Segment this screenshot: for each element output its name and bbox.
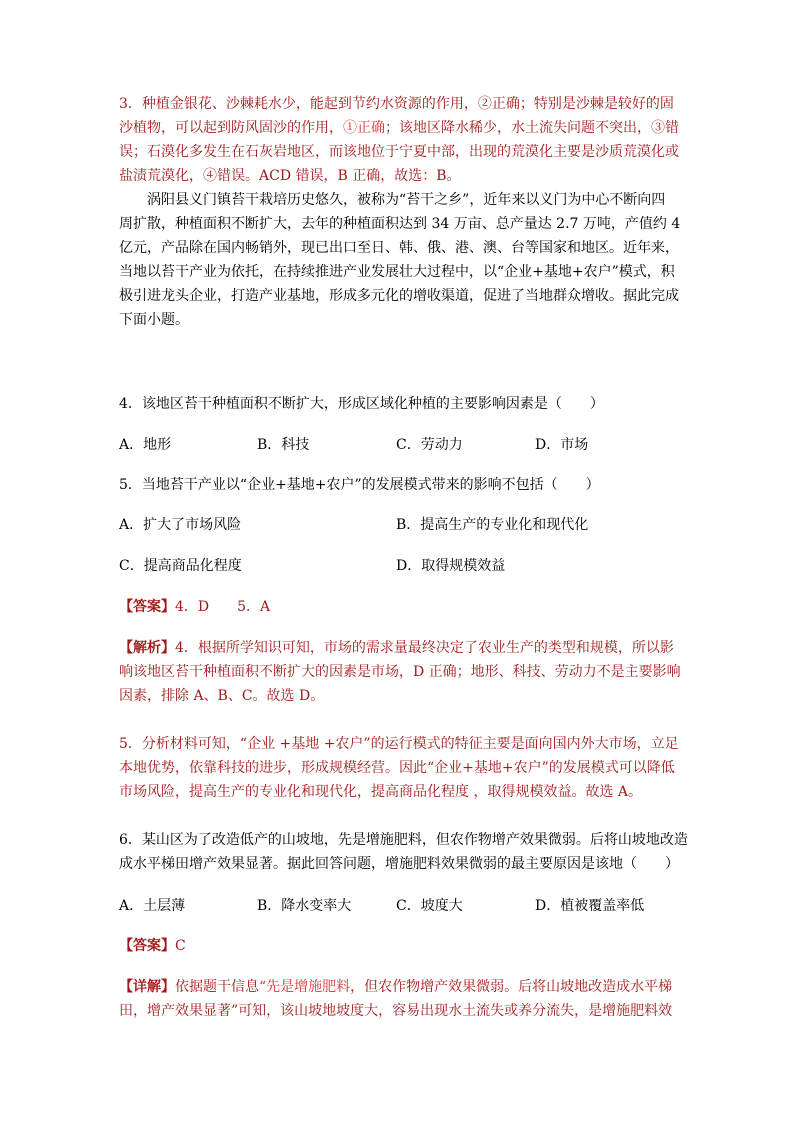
solution-q3-line-1: 3．种植金银花、沙棘耗水少，能起到节约水资源的作用，②正确；特别是沙棘是较好的固 bbox=[119, 96, 674, 112]
answer-q6: 【答案】C bbox=[119, 938, 186, 954]
material-line-6: 下面小题。 bbox=[119, 312, 189, 328]
analysis-label: 【解析】 bbox=[119, 640, 175, 656]
question-5-stem: 5．当地苔干产业以“企业+基地+农户”的发展模式带来的影响不包括（ ） bbox=[119, 477, 600, 493]
solution-q3-line-4: 盐渍荒漠化，④错误。ACD 错误，B 正确，故选：B。 bbox=[119, 168, 461, 184]
material-line-4: 当地以苔干产业为依托，在持续推进产业发展壮大过程中，以“企业+基地+农户”模式，积 bbox=[119, 264, 675, 280]
solution-q3-line-2: 沙植物，可以起到防风固沙的作用，①正确；该地区降水稀少，水土流失问题不突出，③错 bbox=[119, 120, 679, 136]
solution-q3 bbox=[119, 92, 679, 188]
explanation-q6: 【详解】依据题干信息“先是增施肥料，但农作物增产效果微弱。后将山坡地改造成水平梯 田，增产效果显著”可知，该山坡地坡度大，容易出现水土流失或养分流失，是增施肥料效 bbox=[119, 979, 673, 1019]
question-6-options bbox=[119, 894, 679, 918]
q4-option-a: A．地形 bbox=[119, 437, 172, 453]
q4-option-b: B．科技 bbox=[257, 437, 310, 453]
q5-option-b: B．提高生产的专业化和现代化 bbox=[396, 517, 589, 533]
material-passage bbox=[119, 188, 679, 332]
question-4-options bbox=[119, 433, 679, 457]
answer-label: 【答案】 bbox=[119, 599, 175, 615]
q5-option-d: D．取得规模效益 bbox=[396, 558, 506, 574]
material-line-2: 周扩散，种植面积不断扩大，去年的种植面积达到 34 万亩、总产量达 2.7 万吨，产值约 4 bbox=[119, 216, 681, 232]
q6-option-b: B．降水变率大 bbox=[257, 898, 352, 914]
question-5-options-row-2 bbox=[119, 554, 679, 578]
question-4-stem: 4．该地区苔干种植面积不断扩大，形成区域化种植的主要影响因素是（ ） bbox=[119, 396, 604, 412]
q6-option-c: C．坡度大 bbox=[396, 898, 463, 914]
material-line-3: 亿元，产品除在国内畅销外，现已出口至日、韩、俄、港、澳、台等国家和地区。近年来， bbox=[119, 240, 679, 256]
q6-option-a: A．土层薄 bbox=[119, 898, 186, 914]
q4-option-d: D．市场 bbox=[535, 437, 589, 453]
q4-option-c: C．劳动力 bbox=[396, 437, 463, 453]
q5-option-c: C．提高商品化程度 bbox=[119, 558, 242, 574]
answer-q4-q5 bbox=[119, 595, 679, 619]
analysis-q4: 【解析】4．根据所学知识可知，市场的需求量最终决定了农业生产的类型和规模，所以影 响该地区苔干种植面积不断扩大的因素是市场，D 正确；地形、科技、劳动力不是主要影响 因素，排除 A、B、C。故选 D。 bbox=[119, 640, 681, 704]
solution-q3-line-3: 误；石漠化多发生在石灰岩地区，而该地位于宁夏中部，出现的荒漠化主要是沙质荒漠化或 bbox=[119, 144, 679, 160]
answer-text: 4．D 5．A bbox=[175, 599, 271, 615]
question-6-stem: 6．某山区为了改造低产的山坡地，先是增施肥料，但农作物增产效果微弱。后将山坡地改造 成水平梯田增产效果显著。据此回答问题，增施肥料效果微弱的最主要原因是该地（ ） bbox=[119, 832, 688, 872]
q6-option-d: D．植被覆盖率低 bbox=[535, 898, 645, 914]
material-line-5: 极引进龙头企业，打造产业基地，形成多元化的增收渠道，促进了当地群众增收。据此完成 bbox=[119, 288, 679, 304]
analysis-q5: 5．分析材料可知，“企业 +基地 +农户”的运行模式的特征主要是面向国内外大市场，立足 本地优势，依靠科技的进步，形成规模经营。因此“企业+基地+农户”的发展模式可以降低 市场风险，提高生产的专业化和现代化，提高商品化程度 ，取得规模效益。故选 A。 bbox=[119, 736, 679, 800]
material-line-1: 涡阳县义门镇苔干栽培历史悠久，被称为“苔干之乡”，近年来以义门为中心不断向四 bbox=[147, 192, 666, 208]
question-5-options-row-1 bbox=[119, 513, 679, 537]
q5-option-a: A．扩大了市场风险 bbox=[119, 517, 242, 533]
